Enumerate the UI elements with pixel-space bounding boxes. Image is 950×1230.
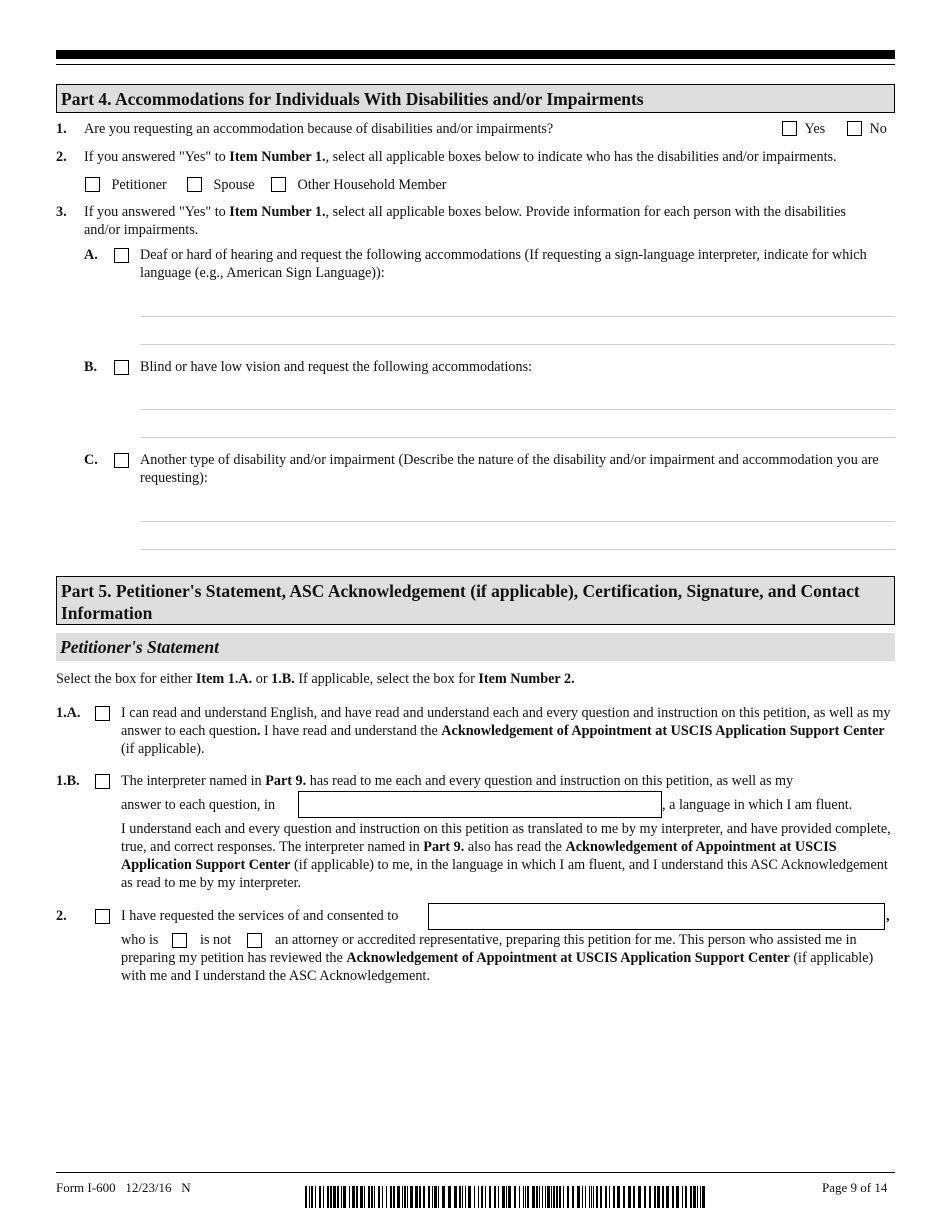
- q1-text: Are you requesting an accommodation because of disabilities and/or impairments?: [84, 121, 554, 137]
- part5-intro: [56, 670, 895, 688]
- part5-header: [56, 576, 895, 625]
- intro-text-3: If applicable, select the box for: [294, 671, 479, 687]
- barcode-bar: [368, 1186, 370, 1208]
- barcode-bar: [600, 1186, 602, 1208]
- barcode-bar: [572, 1186, 574, 1208]
- barcode-bar: [428, 1186, 430, 1208]
- item1b-text-7: (if applicable) to me, in the language in which I am fluent, and I understand this ASC Acknowledgement as read to me by my interpreter.: [121, 857, 888, 891]
- barcode-bar: [633, 1186, 635, 1208]
- item1b-number: 1.B.: [56, 773, 80, 789]
- footer-form-id: Form I-600 12/23/16 N: [56, 1180, 191, 1195]
- barcode-bar: [423, 1186, 425, 1208]
- item2-text-2: [121, 931, 897, 985]
- barcode-bar: [551, 1186, 552, 1208]
- barcode-bar: [352, 1186, 355, 1208]
- intro-text-2: or: [252, 671, 272, 687]
- barcode-bar: [327, 1186, 329, 1208]
- barcode-bar: [589, 1186, 590, 1208]
- q3-text-post: , select all applicable boxes below. Provide information for each person with the disabilities and/or impairments.: [84, 204, 846, 238]
- barcode-bar: [323, 1186, 324, 1208]
- barcode-bar: [567, 1186, 569, 1208]
- item1a-text: [121, 704, 897, 758]
- barcode-bar: [434, 1186, 437, 1208]
- top-rule-thick: [56, 50, 895, 59]
- barcode-bar: [519, 1186, 520, 1208]
- barcode-bar: [371, 1186, 373, 1208]
- item1b-text-fluent: , a language in which I am fluent.: [662, 797, 853, 813]
- barcode-bar: [481, 1186, 483, 1208]
- item1a-text-1: I can read and understand English, and have read and understand each and every question and instruction on this petition, as well as my answer to each question: [121, 705, 891, 739]
- item1b-text-5: I understand each and every question and instruction on this petition as translated to me by my interpreter, and have provided complete, true, and correct responses. The interpreter named in: [121, 821, 891, 855]
- q3c-answer-line-2[interactable]: [140, 549, 895, 550]
- barcode-bar: [330, 1186, 332, 1208]
- q3b-answer-line-2[interactable]: [140, 437, 895, 438]
- barcode-bar: [662, 1186, 664, 1208]
- q1-no-option[interactable]: [847, 120, 887, 138]
- barcode-bar: [605, 1186, 607, 1208]
- barcode-bar: [343, 1186, 346, 1208]
- q3c-checkbox[interactable]: [114, 453, 129, 468]
- barcode-bar: [563, 1186, 564, 1208]
- barcode-bar: [628, 1186, 631, 1208]
- barcode-bar: [404, 1186, 406, 1208]
- q1-yes-checkbox[interactable]: [782, 121, 797, 136]
- item1b-text-2: has read to me each and every question and instruction on this petition, as well as my: [306, 773, 794, 789]
- q1-yes-option[interactable]: [782, 120, 825, 138]
- petitioners-statement-header: [56, 633, 895, 661]
- item2-text-2a: an attorney or accredited representative, preparing this petition for me. This person who assisted me in preparing my petition has reviewed the: [121, 932, 857, 966]
- barcode-bar: [593, 1186, 594, 1208]
- barcode-bar: [585, 1186, 586, 1208]
- q2-option-other[interactable]: [271, 176, 446, 194]
- barcode-bar: [547, 1186, 550, 1208]
- barcode-bar: [508, 1186, 511, 1208]
- item2-is-not: is not: [200, 932, 232, 948]
- barcode-bar: [349, 1186, 350, 1208]
- barcode-bar: [559, 1186, 561, 1208]
- intro-bold-2: 1.B.: [271, 671, 295, 687]
- barcode-bar: [523, 1186, 524, 1208]
- q3-number: 3.: [56, 204, 67, 220]
- q1-no-checkbox[interactable]: [847, 121, 862, 136]
- item1b-bold-3: Acknowledgement of Appointment at USCIS Application Support Center: [121, 839, 837, 873]
- barcode-bar: [360, 1186, 363, 1208]
- barcode-bar: [386, 1186, 387, 1208]
- barcode-bar: [402, 1186, 403, 1208]
- barcode-bar: [309, 1186, 310, 1208]
- q2-option-petitioner[interactable]: [85, 176, 167, 194]
- q3-text-bold: Item Number 1.: [229, 204, 326, 220]
- barcode-bar: [539, 1186, 540, 1208]
- q2-text: [84, 148, 899, 166]
- barcode-bar: [591, 1186, 592, 1208]
- barcode-bar: [654, 1186, 656, 1208]
- barcode-bar: [410, 1186, 413, 1208]
- barcode-bar: [465, 1186, 466, 1208]
- footer-page-number: Page 9 of 14: [822, 1180, 888, 1195]
- item2-checkbox[interactable]: [95, 909, 110, 924]
- barcode-bar: [542, 1186, 543, 1208]
- part4-title: Part 4. Accommodations for Individuals With Disabilities and/or Impairments: [61, 89, 644, 109]
- item2-who-is: who is: [121, 932, 159, 948]
- barcode-bar: [609, 1186, 610, 1208]
- q3a-answer-line-2[interactable]: [140, 344, 895, 345]
- barcode-bar: [676, 1186, 679, 1208]
- barcode-bar: [502, 1186, 505, 1208]
- item2-number: 2.: [56, 908, 67, 924]
- barcode-bar: [638, 1186, 641, 1208]
- q2-text-post: , select all applicable boxes below to indicate who has the disabilities and/or impairments.: [325, 149, 837, 165]
- q3b-text: Blind or have low vision and request the following accommodations:: [140, 359, 533, 375]
- barcode-bar: [617, 1186, 620, 1208]
- intro-text-1: Select the box for either: [56, 671, 196, 687]
- barcode-bar: [311, 1186, 313, 1208]
- item1b-language-input[interactable]: [298, 791, 662, 818]
- barcode-bar: [498, 1186, 499, 1208]
- q3c-text: Another type of disability and/or impairment (Describe the nature of the disability and/or impairment and accommodation you are requesting):: [140, 452, 879, 486]
- barcode-bar: [364, 1186, 365, 1208]
- q3b-letter: B.: [84, 359, 98, 375]
- item1b-text-line1: [121, 772, 897, 790]
- barcode-bar: [506, 1186, 507, 1208]
- q2-petitioner-label: Petitioner: [111, 177, 167, 193]
- barcode-bar: [693, 1186, 696, 1208]
- item1a-number: 1.A.: [56, 705, 81, 721]
- barcode-bar: [644, 1186, 646, 1208]
- item1a-bold-1: .: [256, 723, 261, 739]
- q1-number: 1.: [56, 121, 67, 137]
- barcode-bar: [356, 1186, 358, 1208]
- barcode-bar: [305, 1186, 307, 1208]
- q3c-answer-line-1[interactable]: [140, 521, 895, 522]
- barcode-bar: [319, 1186, 321, 1208]
- q2-spouse-label: Spouse: [213, 177, 255, 193]
- item1a-text-3: (if applicable).: [121, 741, 205, 757]
- q2-text-pre: If you answered "Yes" to: [84, 149, 230, 165]
- q1-yes-label: Yes: [804, 121, 826, 137]
- barcode-bar: [333, 1186, 336, 1208]
- item1b-text-answer: answer to each question, in: [121, 797, 276, 813]
- barcode-bar: [397, 1186, 400, 1208]
- barcode-bar: [545, 1186, 546, 1208]
- barcode-bar: [382, 1186, 383, 1208]
- item1b-bold-2: Part 9.: [423, 839, 465, 855]
- barcode-bar: [702, 1186, 705, 1208]
- barcode-bar: [682, 1186, 683, 1208]
- barcode-bar: [374, 1186, 375, 1208]
- item2-bold-1: Acknowledgement of Appointment at USCIS Application Support Center: [346, 950, 790, 966]
- barcode-bar: [532, 1186, 535, 1208]
- item1a-checkbox[interactable]: [95, 706, 110, 721]
- barcode-bar: [690, 1186, 692, 1208]
- barcode-bar: [407, 1186, 408, 1208]
- barcode-bar: [478, 1186, 479, 1208]
- barcode-bar: [448, 1186, 451, 1208]
- barcode-bar: [442, 1186, 445, 1208]
- barcode-bar: [582, 1186, 583, 1208]
- barcode-bar: [700, 1186, 701, 1208]
- barcode-bar: [527, 1186, 529, 1208]
- barcode-bar: [474, 1186, 475, 1208]
- barcode-bar: [393, 1186, 395, 1208]
- barcode-bar: [657, 1186, 660, 1208]
- barcode-bar: [337, 1186, 339, 1208]
- q3a-text: Deaf or hard of hearing and request the following accommodations (If requesting a sign-language interpreter, indicate for which language (e.g., American Sign Language)):: [140, 247, 867, 281]
- footer-rule: [56, 1172, 895, 1173]
- intro-bold-1: Item 1.A.: [195, 671, 253, 687]
- q2-text-bold: Item Number 1.: [229, 149, 326, 165]
- barcode-bar: [525, 1186, 526, 1208]
- barcode-bar: [315, 1186, 316, 1208]
- barcode-bar: [489, 1186, 491, 1208]
- intro-bold-3: Item Number 2.: [478, 671, 575, 687]
- petitioners-statement-title: Petitioner's Statement: [60, 637, 219, 657]
- barcode-bar: [577, 1186, 580, 1208]
- barcode-bar: [341, 1186, 342, 1208]
- q3b-answer-line-1[interactable]: [140, 409, 895, 410]
- q2-option-spouse[interactable]: [187, 176, 255, 194]
- q2-spouse-checkbox[interactable]: [187, 177, 202, 192]
- q1-no-label: No: [869, 121, 887, 137]
- barcode-bar: [685, 1186, 687, 1208]
- item1b-text-1: The interpreter named in: [121, 773, 266, 789]
- barcode: [305, 1186, 713, 1208]
- part4-header: [56, 84, 895, 113]
- barcode-bar: [494, 1186, 496, 1208]
- barcode-bar: [613, 1186, 615, 1208]
- q3b-checkbox[interactable]: [114, 360, 129, 375]
- barcode-bar: [553, 1186, 555, 1208]
- barcode-bar: [390, 1186, 392, 1208]
- q3-text-pre: If you answered "Yes" to: [84, 204, 230, 220]
- barcode-bar: [697, 1186, 698, 1208]
- barcode-bar: [462, 1186, 463, 1208]
- barcode-bar: [459, 1186, 461, 1208]
- barcode-bar: [419, 1186, 421, 1208]
- q2-number: 2.: [56, 149, 67, 165]
- item2-text-1: I have requested the services of and consented to: [121, 908, 399, 924]
- item1b-checkbox[interactable]: [95, 774, 110, 789]
- item1b-text-6: also has read the: [464, 839, 566, 855]
- q2-other-label: Other Household Member: [297, 177, 447, 193]
- part5-title: Part 5. Petitioner's Statement, ASC Acknowledgement (if applicable), Certification, Signature, and Contact Information: [61, 581, 860, 623]
- q3a-answer-line-1[interactable]: [140, 316, 895, 317]
- q3a-checkbox[interactable]: [114, 248, 129, 263]
- barcode-bar: [415, 1186, 418, 1208]
- barcode-bar: [649, 1186, 651, 1208]
- barcode-bar: [623, 1186, 625, 1208]
- barcode-bar: [596, 1186, 598, 1208]
- barcode-bar: [672, 1186, 674, 1208]
- q2-petitioner-checkbox[interactable]: [85, 177, 100, 192]
- q3a-letter: A.: [84, 247, 98, 263]
- q3c-letter: C.: [84, 452, 98, 468]
- item1a-text-2: I have read and understand the: [260, 723, 442, 739]
- item1b-text-para: [121, 820, 897, 892]
- barcode-bar: [432, 1186, 433, 1208]
- barcode-bar: [666, 1186, 669, 1208]
- item1a-bold-2: Acknowledgement of Appointment at USCIS Application Support Center: [441, 723, 885, 739]
- q3-text: [84, 203, 874, 239]
- barcode-bar: [485, 1186, 486, 1208]
- barcode-bar: [468, 1186, 471, 1208]
- top-rule-thin: [56, 64, 895, 65]
- barcode-bar: [454, 1186, 457, 1208]
- item2-name-input[interactable]: [428, 903, 885, 930]
- item2-comma: ,: [886, 908, 890, 924]
- q2-other-checkbox[interactable]: [271, 177, 286, 192]
- barcode-bar: [438, 1186, 439, 1208]
- barcode-bar: [514, 1186, 516, 1208]
- barcode-bar: [378, 1186, 380, 1208]
- item1b-bold-1: Part 9.: [265, 773, 307, 789]
- barcode-bar: [556, 1186, 558, 1208]
- item2-text-3: (if applicable) with me and I understand the ASC Acknowledgement.: [121, 950, 874, 984]
- barcode-bar: [536, 1186, 538, 1208]
